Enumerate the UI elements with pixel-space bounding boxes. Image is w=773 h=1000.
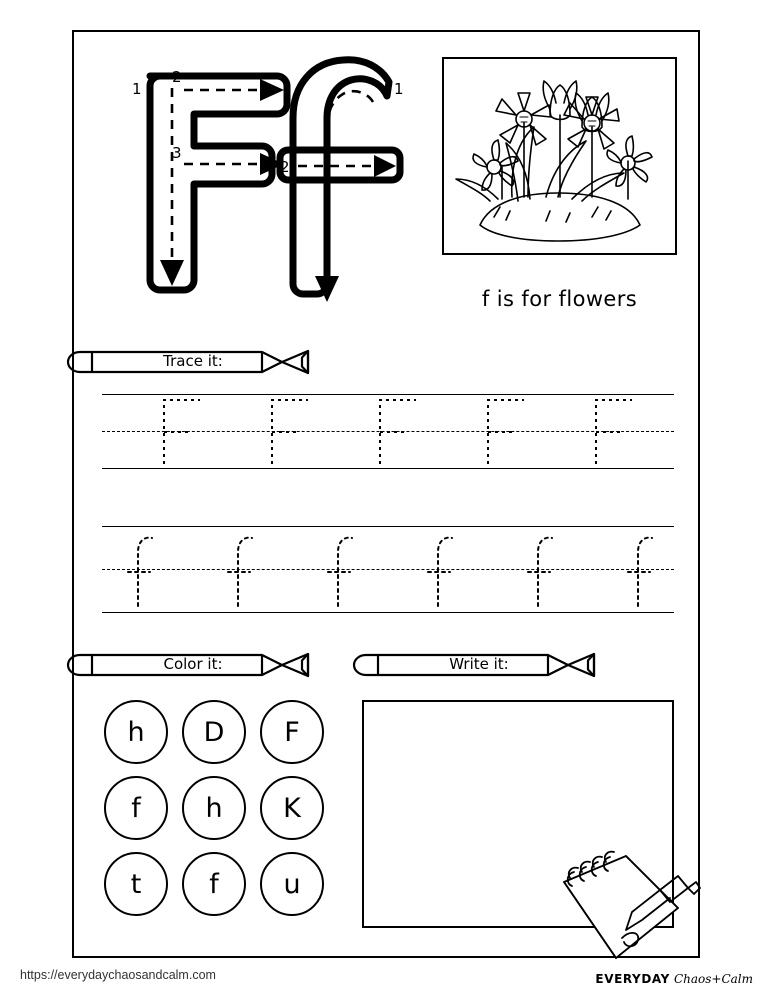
stroke-number-3-upper: 3 [172, 144, 182, 162]
letter-circle[interactable]: f [182, 852, 246, 916]
brand-name-script: Chaos+Calm [673, 972, 753, 986]
color-it-grid [104, 700, 344, 928]
flowers-illustration [442, 57, 677, 277]
color-it-banner [66, 647, 314, 683]
write-it-banner [352, 647, 600, 683]
stroke-number-2-lower: 2 [280, 158, 290, 176]
write-it-label: Write it: [449, 655, 509, 673]
letter-circle[interactable]: h [182, 776, 246, 840]
stroke-number-1-lower: 1 [394, 80, 404, 98]
notepad-pencil-icon [552, 842, 712, 972]
letter-circle[interactable]: f [104, 776, 168, 840]
color-it-label: Color it: [163, 655, 223, 673]
lowercase-dotted-letters [102, 526, 674, 614]
color-it-row [104, 852, 344, 916]
trace-it-banner [66, 344, 314, 380]
letter-circle[interactable]: D [182, 700, 246, 764]
uppercase-tracing-row [102, 394, 674, 468]
uppercase-dotted-letters [102, 394, 674, 470]
brand-name-main: EVERYDAY [595, 972, 670, 986]
letter-tracing-guides [102, 54, 432, 304]
header-section [74, 32, 702, 332]
letter-circle[interactable]: u [260, 852, 324, 916]
letter-circle[interactable]: K [260, 776, 324, 840]
worksheet-border [72, 30, 700, 958]
brand-logo [595, 970, 753, 988]
stroke-number-1-upper: 1 [132, 80, 142, 98]
uppercase-F-outline [150, 76, 287, 290]
illustration-caption: f is for flowers [481, 287, 638, 311]
lowercase-tracing-row [102, 526, 674, 612]
footer-url[interactable]: https://everydaychaosandcalm.com [20, 968, 216, 982]
color-it-row [104, 776, 344, 840]
trace-it-label: Trace it: [163, 352, 223, 370]
stroke-number-2-upper: 2 [172, 68, 182, 86]
letter-circle[interactable]: t [104, 852, 168, 916]
letter-circle[interactable]: F [260, 700, 324, 764]
flowers-drawing [442, 57, 677, 255]
color-it-row [104, 700, 344, 764]
letter-circle[interactable]: h [104, 700, 168, 764]
